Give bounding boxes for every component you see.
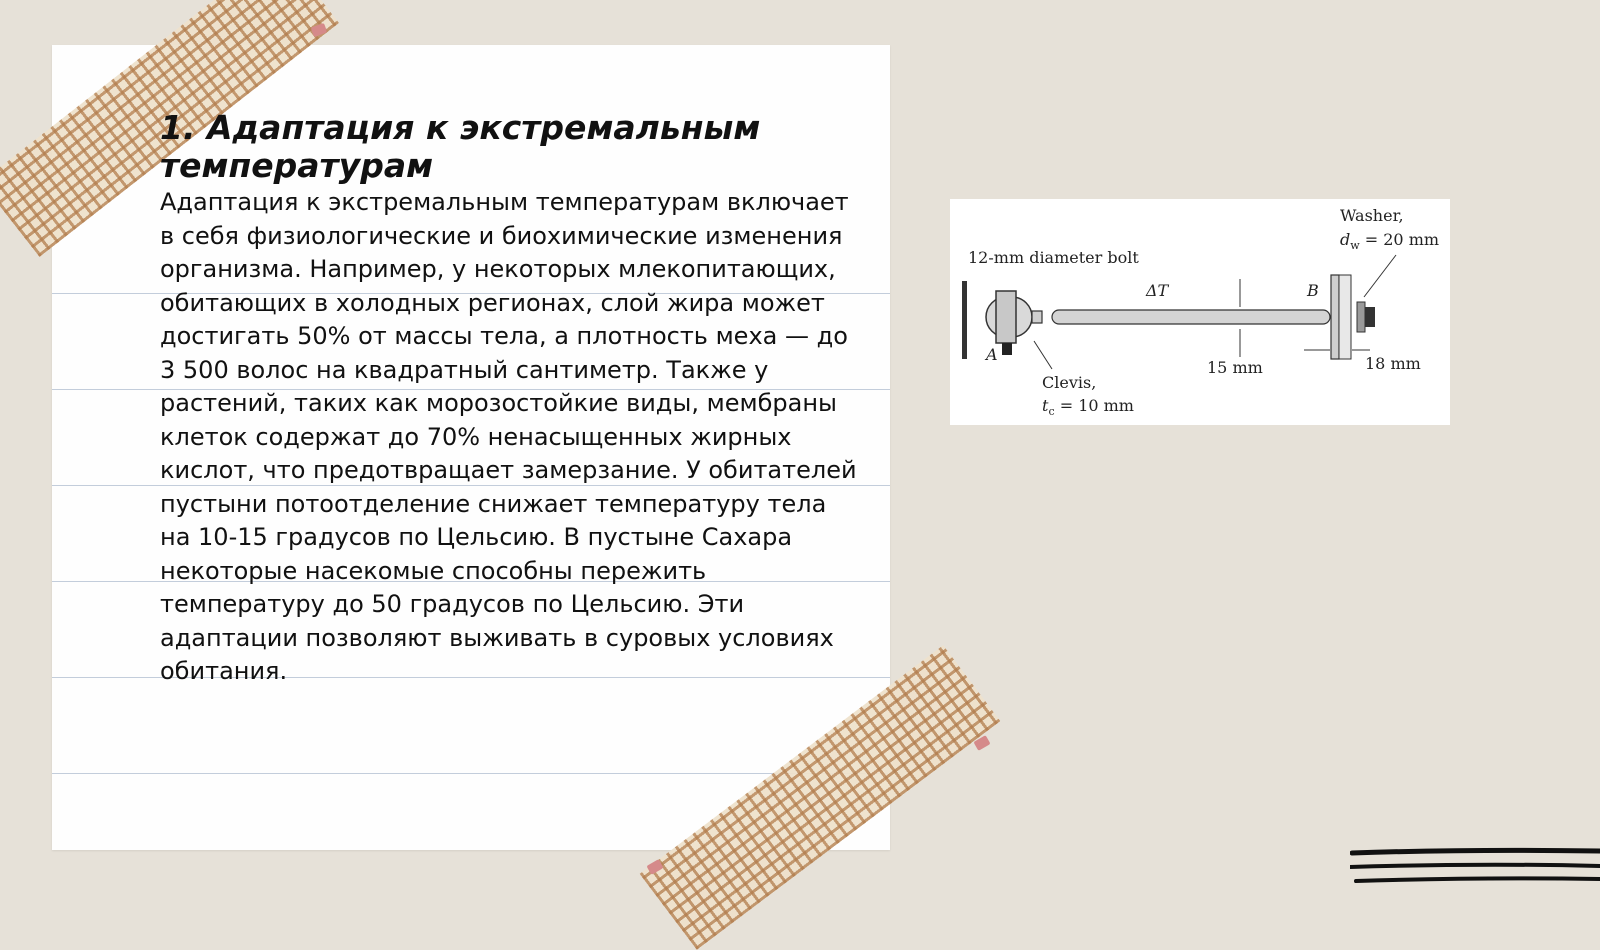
dimension-18mm: 18 mm xyxy=(1365,354,1421,373)
washer-label: Washer, xyxy=(1340,206,1404,225)
rod-stub xyxy=(1032,311,1042,323)
bolt-label: 12-mm diameter bolt xyxy=(968,248,1139,267)
clevis-dimension: $t_c = 10$ mm xyxy=(1042,396,1134,418)
bolt-head xyxy=(996,291,1016,343)
clevis-label: Clevis, xyxy=(1042,373,1097,392)
slide-body-text: Адаптация к экстремальным температурам включает в себя физиологические и биохимические изменения организма. Например, у некоторых млекопитающих, обитающих в холодных регионах, слой жира может достигать 50% от массы тела, а плотность меха — до 3 500 волос на квадратный сантиметр. Также у растений, таких как морозостойкие виды, мембраны клеток содержат до 70% ненасыщенных жирных кислот, что предотвращает замерзание. У обитателей пустыни потоотделение снижает температуру тела на 10-15 градусов по Цельсию. В пустыне Сахара некоторые насекомые способны пережить температуру до 50 градусов по Цельсию. Эти адаптации позволяют выживать в суровых условиях обитания. xyxy=(160,188,857,685)
point-a-label: A xyxy=(986,345,998,364)
dimension-15mm: 15 mm xyxy=(1207,358,1263,377)
delta-t-label: ΔT xyxy=(1146,281,1169,300)
slide-title: 1. Адаптация к экстремальным температурам xyxy=(160,108,761,185)
washer-dimension: $d_w = 20$ mm xyxy=(1340,230,1440,252)
left-wall xyxy=(962,281,967,359)
bolt-clevis-diagram xyxy=(950,199,1450,425)
clevis-leader xyxy=(1034,341,1052,369)
rod xyxy=(1052,310,1330,324)
support-plate-side xyxy=(1339,275,1351,359)
end-nut xyxy=(1365,307,1375,327)
support-plate xyxy=(1331,275,1339,359)
decorative-brush-stripes xyxy=(1350,845,1600,890)
washer-leader xyxy=(1364,255,1396,297)
diagram-svg xyxy=(950,199,1450,425)
point-b-label: B xyxy=(1307,281,1319,300)
washer xyxy=(1357,302,1365,332)
paper-rule-line xyxy=(52,773,890,774)
bolt-nut xyxy=(1002,343,1012,355)
